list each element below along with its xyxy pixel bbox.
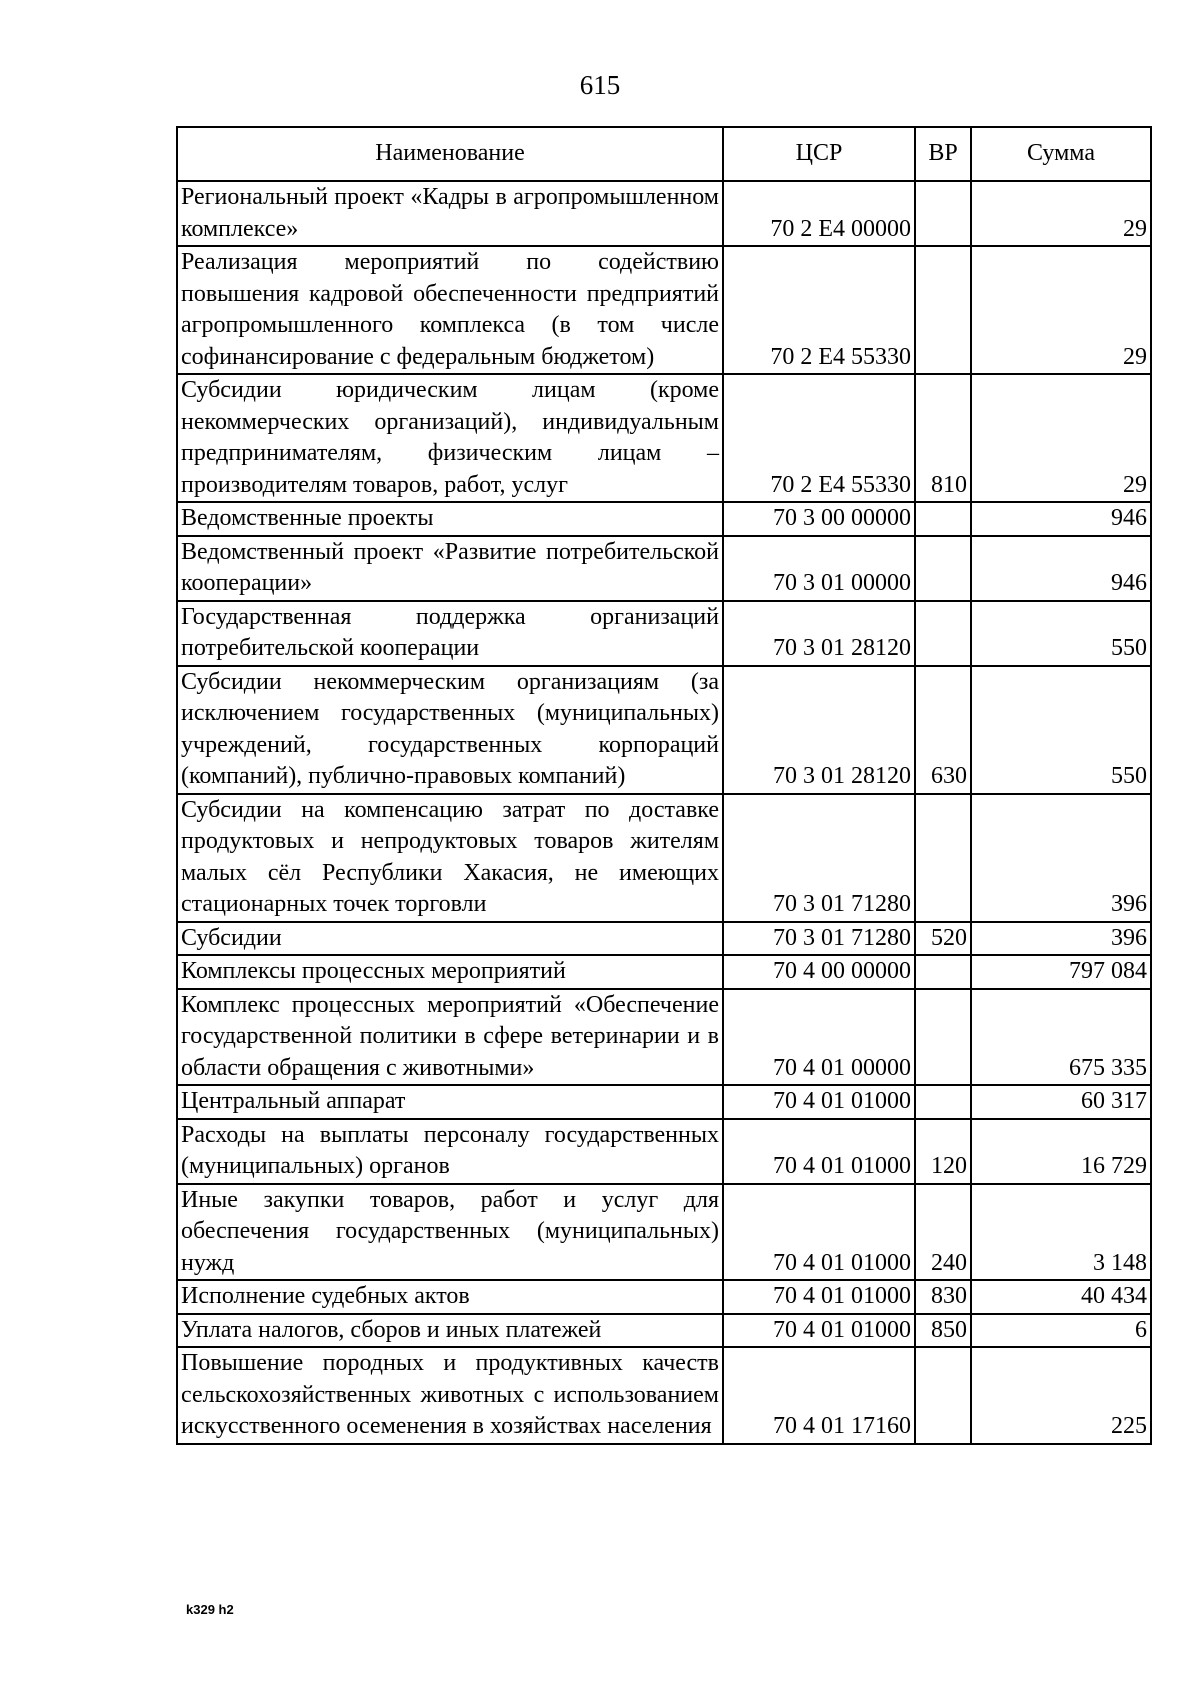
row-csr: 70 2 E4 55330 bbox=[723, 374, 915, 502]
budget-table bbox=[176, 126, 1152, 1445]
row-vr: 240 bbox=[915, 1184, 971, 1281]
row-sum: 550 bbox=[971, 601, 1151, 666]
table-row bbox=[177, 989, 1151, 1086]
row-name: Ведомственный проект «Развитие потребительской кооперации» bbox=[177, 536, 723, 601]
table-body bbox=[177, 181, 1151, 1444]
row-csr: 70 3 01 28120 bbox=[723, 666, 915, 794]
table-row bbox=[177, 1119, 1151, 1184]
footer-code: k329 h2 bbox=[186, 1602, 234, 1617]
row-csr: 70 4 01 01000 bbox=[723, 1280, 915, 1314]
row-vr bbox=[915, 955, 971, 989]
row-name: Комплекс процессных мероприятий «Обеспечение государственной политики в сфере ветеринарии и в области обращения с животными» bbox=[177, 989, 723, 1086]
row-csr: 70 2 E4 00000 bbox=[723, 181, 915, 246]
row-name: Субсидии bbox=[177, 922, 723, 956]
table-row bbox=[177, 666, 1151, 794]
row-vr bbox=[915, 246, 971, 374]
row-name: Региональный проект «Кадры в агропромышленном комплексе» bbox=[177, 181, 723, 246]
table-row bbox=[177, 1085, 1151, 1119]
row-name: Расходы на выплаты персоналу государственных (муниципальных) органов bbox=[177, 1119, 723, 1184]
row-csr: 70 2 E4 55330 bbox=[723, 246, 915, 374]
row-csr: 70 3 00 00000 bbox=[723, 502, 915, 536]
row-sum: 550 bbox=[971, 666, 1151, 794]
row-sum: 3 148 bbox=[971, 1184, 1151, 1281]
table-row bbox=[177, 955, 1151, 989]
table-row bbox=[177, 1184, 1151, 1281]
row-sum: 797 084 bbox=[971, 955, 1151, 989]
header-row bbox=[177, 127, 1151, 181]
row-vr bbox=[915, 1085, 971, 1119]
row-sum: 40 434 bbox=[971, 1280, 1151, 1314]
table-row bbox=[177, 536, 1151, 601]
row-vr bbox=[915, 1347, 971, 1444]
table-row bbox=[177, 922, 1151, 956]
row-sum: 6 bbox=[971, 1314, 1151, 1348]
row-csr: 70 4 01 00000 bbox=[723, 989, 915, 1086]
row-vr bbox=[915, 601, 971, 666]
table-row bbox=[177, 1314, 1151, 1348]
row-vr bbox=[915, 989, 971, 1086]
row-csr: 70 4 00 00000 bbox=[723, 955, 915, 989]
row-csr: 70 4 01 01000 bbox=[723, 1184, 915, 1281]
table-header bbox=[177, 127, 1151, 181]
row-csr: 70 3 01 28120 bbox=[723, 601, 915, 666]
row-name: Центральный аппарат bbox=[177, 1085, 723, 1119]
row-csr: 70 4 01 01000 bbox=[723, 1085, 915, 1119]
row-vr: 520 bbox=[915, 922, 971, 956]
row-sum: 396 bbox=[971, 794, 1151, 922]
row-sum: 29 bbox=[971, 246, 1151, 374]
row-vr: 850 bbox=[915, 1314, 971, 1348]
table-row bbox=[177, 181, 1151, 246]
row-vr bbox=[915, 794, 971, 922]
row-sum: 675 335 bbox=[971, 989, 1151, 1086]
row-sum: 946 bbox=[971, 536, 1151, 601]
row-sum: 29 bbox=[971, 374, 1151, 502]
row-name: Повышение породных и продуктивных качеств сельскохозяйственных животных с использованием искусственного осеменения в хозяйствах населения bbox=[177, 1347, 723, 1444]
row-csr: 70 3 01 00000 bbox=[723, 536, 915, 601]
row-sum: 60 317 bbox=[971, 1085, 1151, 1119]
table-row bbox=[177, 601, 1151, 666]
table-row bbox=[177, 1280, 1151, 1314]
row-vr: 810 bbox=[915, 374, 971, 502]
row-name: Уплата налогов, сборов и иных платежей bbox=[177, 1314, 723, 1348]
row-sum: 946 bbox=[971, 502, 1151, 536]
row-vr bbox=[915, 181, 971, 246]
row-csr: 70 4 01 17160 bbox=[723, 1347, 915, 1444]
row-name: Ведомственные проекты bbox=[177, 502, 723, 536]
row-csr: 70 4 01 01000 bbox=[723, 1119, 915, 1184]
row-name: Субсидии на компенсацию затрат по доставке продуктовых и непродуктовых товаров жителям малых сёл Республики Хакасия, не имеющих стационарных точек торговли bbox=[177, 794, 723, 922]
header-csr: ЦСР bbox=[723, 127, 915, 181]
row-name: Государственная поддержка организаций потребительской кооперации bbox=[177, 601, 723, 666]
table-row bbox=[177, 502, 1151, 536]
row-vr: 630 bbox=[915, 666, 971, 794]
row-sum: 16 729 bbox=[971, 1119, 1151, 1184]
row-vr bbox=[915, 502, 971, 536]
row-vr: 120 bbox=[915, 1119, 971, 1184]
row-sum: 225 bbox=[971, 1347, 1151, 1444]
table-row bbox=[177, 1347, 1151, 1444]
row-name: Реализация мероприятий по содействию повышения кадровой обеспеченности предприятий агропромышленного комплекса (в том числе софинансирование с федеральным бюджетом) bbox=[177, 246, 723, 374]
table-row bbox=[177, 246, 1151, 374]
row-csr: 70 3 01 71280 bbox=[723, 794, 915, 922]
row-vr bbox=[915, 536, 971, 601]
row-name: Исполнение судебных актов bbox=[177, 1280, 723, 1314]
row-name: Субсидии некоммерческим организациям (за исключением государственных (муниципальных) учреждений, государственных корпораций (компаний), публично-правовых компаний) bbox=[177, 666, 723, 794]
table-row bbox=[177, 794, 1151, 922]
row-sum: 29 bbox=[971, 181, 1151, 246]
row-name: Комплексы процессных мероприятий bbox=[177, 955, 723, 989]
table-row bbox=[177, 374, 1151, 502]
header-name: Наименование bbox=[177, 127, 723, 181]
header-sum: Сумма bbox=[971, 127, 1151, 181]
page-number: 615 bbox=[579, 70, 621, 100]
row-name: Иные закупки товаров, работ и услуг для обеспечения государственных (муниципальных) нужд bbox=[177, 1184, 723, 1281]
row-sum: 396 bbox=[971, 922, 1151, 956]
row-csr: 70 3 01 71280 bbox=[723, 922, 915, 956]
row-name: Субсидии юридическим лицам (кроме некоммерческих организаций), индивидуальным предпринимателям, физическим лицам – производителям товаров, работ, услуг bbox=[177, 374, 723, 502]
row-vr: 830 bbox=[915, 1280, 971, 1314]
row-csr: 70 4 01 01000 bbox=[723, 1314, 915, 1348]
header-vr: ВР bbox=[915, 127, 971, 181]
